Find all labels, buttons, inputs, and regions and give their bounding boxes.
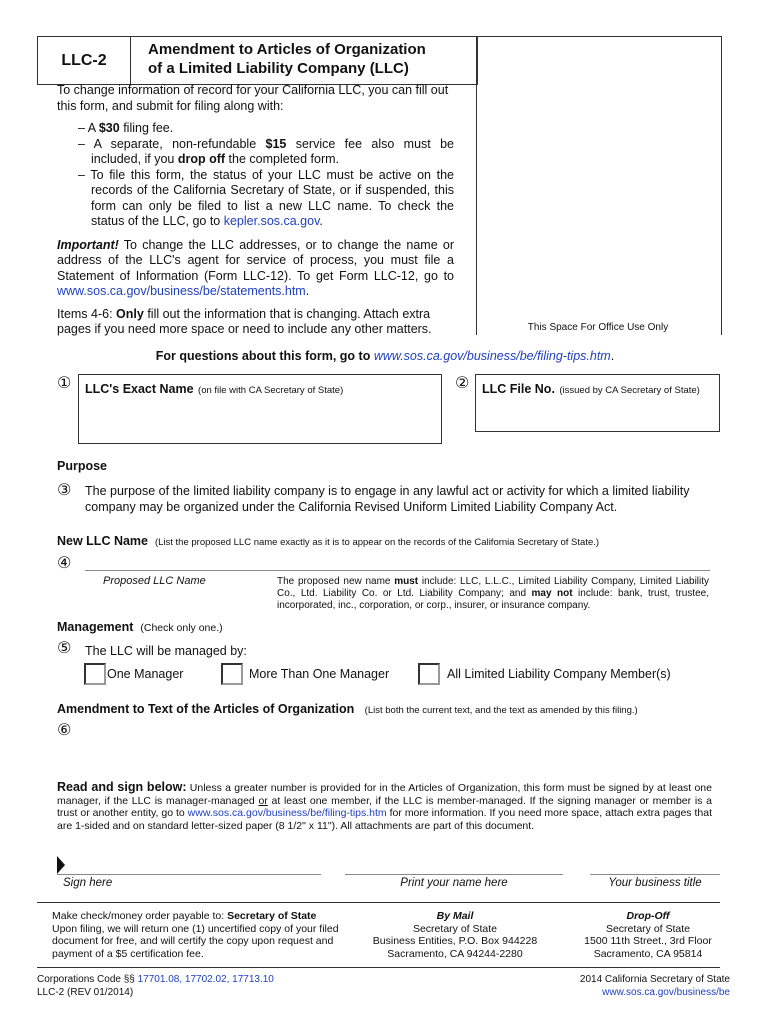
list-item: – A $30 filing fee. (78, 121, 174, 135)
amendment-text-area[interactable] (85, 722, 715, 772)
llc-name-note: (on file with CA Secretary of State) (198, 385, 344, 396)
amendment-heading: Amendment to Text of the Articles of Organization (List both the current text, and the text as amended by this filing.) (57, 702, 638, 716)
management-heading: Management (Check only one.) (57, 620, 223, 634)
all-members-label: All Limited Liability Company Member(s) (447, 667, 671, 681)
proposed-name-input[interactable] (85, 570, 710, 571)
sign-instructions: Read and sign below: Unless a greater number is provided for in the Articles of Organization, this form must be signed by at least one manager, if the LLC is manager-managed or at least one member, if the LLC is member-managed. If the signing manager or member is a trust or another entity, go to www.sos.ca.gov/business/be/filing-tips.htm for more information. If you need more space, attach extra pages that are 1-sided and on standard letter-sized paper (8 1/2" x 11"). All attachments are part of this document. (57, 780, 713, 832)
item-3-number: ③ (57, 480, 72, 499)
proposed-name-help: The proposed new name must include: LLC, L.L.C., Limited Liability Company, Limited Liability Co., Ltd. Liability Co. or Ltd. Liability Company; and may not include: bank, trust, trustee, incorporated, inc., corporation, or corp., insurer, or insurance company. (277, 576, 710, 611)
office-use-box (476, 36, 722, 335)
form-revision: LLC-2 (REV 01/2014) (37, 987, 134, 998)
llc-exact-name-field[interactable] (78, 374, 442, 444)
business-title-label: Your business title (608, 877, 702, 889)
more-than-one-manager-label: More Than One Manager (249, 667, 390, 681)
llc-file-no-field[interactable] (475, 374, 720, 432)
proposed-name-label: Proposed LLC Name (103, 575, 206, 587)
business-title-line[interactable] (590, 874, 720, 875)
important-note: Important! To change the LLC addresses, or to change the name or address of the LLC's agent for service of process, you must file a Statement of Information (Form LLC-12). To get Form LLC-12, go to www.sos.ca.gov/business/be/statements.htm. (57, 237, 454, 298)
requirements-list (57, 121, 454, 230)
statements-link[interactable]: www.sos.ca.gov/business/be/statements.htm (57, 284, 306, 298)
instructions (57, 83, 454, 338)
file-no-note: (issued by CA Secretary of State) (559, 385, 700, 396)
new-name-heading: New LLC Name (List the proposed LLC name exactly as it is to appear on the records of the California Secretary of State.) (57, 534, 600, 548)
purpose-text: The purpose of the limited liability company is to engage in any lawful act or activity for which a limited liability company may be organized under the California Revised Uniform Limited Liability Company Act. (85, 484, 690, 514)
llc-name-label: LLC's Exact Name (85, 382, 194, 396)
form-title: Amendment to Articles of Organization of a Limited Liability Company (LLC) (148, 41, 426, 77)
kepler-link[interactable]: kepler.sos.ca.gov (223, 214, 320, 228)
item-1-number: ① (57, 373, 72, 392)
print-name-label: Print your name here (400, 877, 508, 889)
management-text: The LLC will be managed by: (85, 644, 247, 658)
sign-here-label: Sign here (63, 877, 113, 889)
signature-line[interactable] (57, 874, 321, 875)
list-item: – A separate, non-refundable $15 service fee also must be included, if you drop off the completed form. (78, 136, 454, 166)
copyright: 2014 California Secretary of State (579, 974, 730, 985)
item-4-number: ④ (57, 553, 72, 572)
purpose-heading: Purpose (57, 459, 108, 473)
drop-off-info: Drop-Off Secretary of State 1500 11th Street., 3rd Floor Sacramento, CA 95814 (584, 910, 712, 960)
office-use-label: This Space For Office Use Only (527, 322, 669, 333)
one-manager-label: One Manager (107, 667, 184, 681)
intro-text: To change information of record for your California LLC, you can fill out this form, and submit for filing along with: (57, 83, 449, 113)
code-reference: Corporations Code §§ 17701.08, 17702.02, 17713.10 LLC-2 (REV 01/2014) (37, 974, 274, 998)
form-code: LLC-2 (38, 37, 131, 84)
by-mail-info: By Mail Secretary of State Business Entities, P.O. Box 944228 Sacramento, CA 94244-2280 (372, 910, 538, 960)
copyright-block (500, 973, 730, 999)
print-name-line[interactable] (345, 874, 563, 875)
business-url-link[interactable]: www.sos.ca.gov/business/be (602, 987, 730, 998)
corporations-code-links[interactable]: 17701.08, 17702.02, 17713.10 (137, 974, 274, 985)
payment-info: Make check/money order payable to: Secretary of State Upon filing, we will return one (1) uncertified copy of your filed document for free, and will certify the copy upon request and payment of a $5 certification fee. (52, 910, 339, 960)
sign-arrow-icon (57, 856, 65, 874)
item-6-number: ⑥ (57, 720, 72, 739)
more-than-one-manager-checkbox[interactable] (221, 663, 243, 685)
filing-tips-link[interactable]: www.sos.ca.gov/business/be/filing-tips.htm (373, 349, 611, 363)
items-note: Items 4-6: Only fill out the information that is changing. Attach extra pages if you need more space or need to include any other matters. (57, 306, 432, 336)
one-manager-checkbox[interactable] (84, 663, 106, 685)
file-no-label: LLC File No. (482, 382, 555, 396)
all-members-checkbox[interactable] (418, 663, 440, 685)
filing-tips-link-2[interactable]: www.sos.ca.gov/business/be/filing-tips.htm (187, 807, 387, 820)
questions-line: For questions about this form, go to www.sos.ca.gov/business/be/filing-tips.htm. (155, 349, 615, 363)
form-header (37, 36, 478, 85)
list-item: – To file this form, the status of your LLC must be active on the records of the California Secretary of State, or if suspended, this form can only be filed to list a new LLC name. To check the status of the LLC, go to kepler.sos.ca.gov. (78, 167, 454, 228)
item-2-number: ② (455, 373, 470, 392)
item-5-number: ⑤ (57, 638, 72, 657)
